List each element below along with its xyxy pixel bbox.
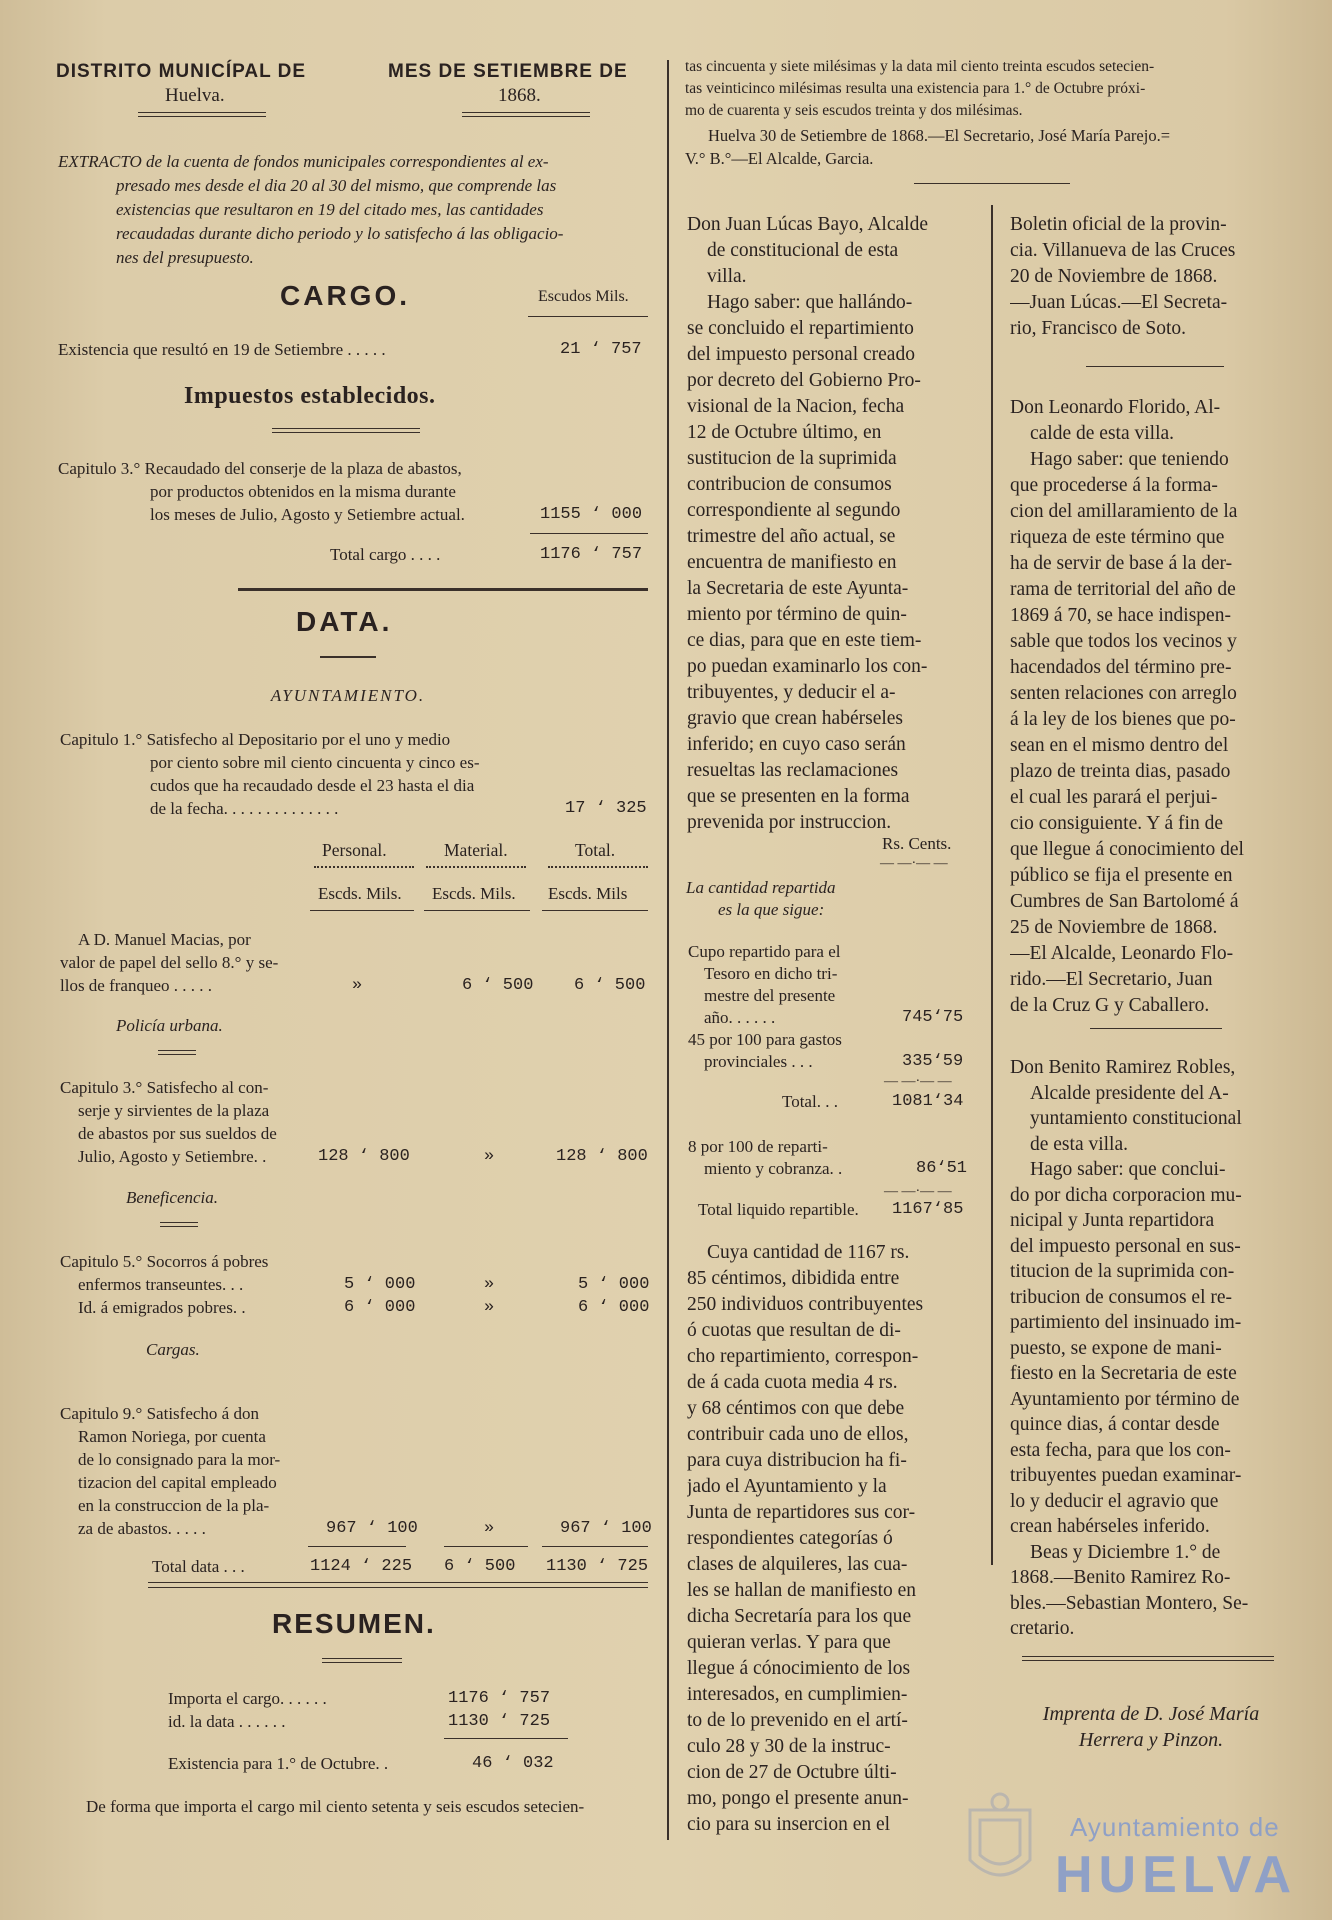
bayo-notice: [687, 212, 969, 836]
bayo-tail-line: dicha Secretaría para los que: [687, 1606, 912, 1627]
policia-underline: [158, 1050, 196, 1055]
resumen-footer-line: De forma que importa el cargo mil ciento setenta y seis escudos setecien-: [86, 1797, 585, 1816]
cargo-title: CARGO.: [280, 280, 410, 311]
data-subtotal-rule-1: [308, 1546, 406, 1547]
cupo-value: 745‘75: [902, 1008, 964, 1027]
bayo-notice-line: prevenida por instruccion.: [687, 812, 892, 833]
florido-line: Don Leonardo Florido, Al-: [1010, 397, 1221, 418]
resumen-data-label: id. la data . . . . . .: [168, 1712, 286, 1731]
bayo-notice-line: Hago saber: que hallándo-: [707, 292, 913, 313]
cap5-a-total: 5 ‘ 000: [578, 1275, 650, 1294]
resumen-underline: [322, 1658, 402, 1663]
bayo-tail-line: mo, pongo el presente anun-: [687, 1788, 909, 1809]
continuation-line-5: V.° B.°—El Alcalde, Garcia.: [685, 149, 874, 168]
macias-personal: »: [352, 976, 363, 995]
cap3-line-2: serje y sirvientes de la plaza: [78, 1101, 270, 1120]
robles-line: Don Benito Ramirez Robles,: [1010, 1057, 1236, 1078]
robles-line: do por dicha corporacion mu-: [1010, 1184, 1242, 1206]
gastos-value: 335‘59: [902, 1052, 964, 1071]
col-material: Material.: [444, 840, 508, 860]
data-cap1-value: 17 ‘ 325: [565, 799, 647, 818]
subcol-personal: Escds. Mils.: [318, 884, 402, 903]
florido-line: que llegue á conocimiento del: [1010, 839, 1244, 860]
bayo-notice-line: miento por término de quin-: [687, 604, 907, 625]
continuation-line-1: tas cincuenta y siete milésimas y la data mil ciento treinta escudos setecien-: [685, 58, 1155, 75]
cargas-heading: Cargas.: [146, 1340, 200, 1359]
watermark-line-1: Ayuntamiento de: [1070, 1812, 1280, 1842]
total-cargo-value: 1176 ‘ 757: [540, 545, 643, 564]
bayo-tail-line: culo 28 y 30 de la instruc-: [687, 1736, 891, 1757]
robles-line: bles.—Sebastian Montero, Se-: [1010, 1592, 1249, 1614]
bayo-tail-line: Junta de repartidores sus cor-: [687, 1502, 916, 1523]
robles-line: nicipal y Junta repartidora: [1010, 1210, 1215, 1231]
col-personal: Personal.: [322, 840, 387, 860]
column-divider-left: [667, 60, 669, 1840]
existencia-label: Existencia que resultó en 19 de Setiembre . . . . .: [58, 340, 386, 359]
bayo-tail-line: para cuya distribucion ha fi-: [687, 1450, 907, 1471]
cap3-material: »: [484, 1147, 495, 1166]
cap9-line-6: za de abastos. . . . .: [78, 1519, 206, 1538]
robles-line: tribucion de consumos el re-: [1010, 1286, 1233, 1308]
bayo-notice-line: Don Juan Lúcas Bayo, Alcalde: [687, 214, 928, 235]
florido-line: Hago saber: que teniendo: [1030, 449, 1229, 470]
bayo-total-value: 1081‘34: [892, 1092, 964, 1111]
reparti-line-1: 8 por 100 de reparti-: [688, 1137, 828, 1156]
cap5-b-material: »: [484, 1298, 495, 1317]
bayo-tail-line: ó cuotas que resultan de di-: [687, 1320, 901, 1341]
data-title: DATA.: [296, 606, 393, 637]
florido-line: sean en el mismo dentro del: [1010, 735, 1229, 756]
bayo-notice-line: visional de la Nacion, fecha: [687, 396, 905, 417]
boletin-line: rio, Francisco de Soto.: [1010, 318, 1187, 339]
cargo-unit: Escudos Mils.: [538, 288, 629, 305]
cap3-total: 128 ‘ 800: [556, 1147, 648, 1166]
robles-line: partimiento del insinuado im-: [1010, 1312, 1242, 1333]
bayo-units-dash: — —·— —: [880, 856, 948, 871]
robles-line: Beas y Diciembre 1.° de: [1030, 1541, 1221, 1563]
policia-heading: Policía urbana.: [116, 1016, 223, 1035]
cap3-line-3: de abastos por sus sueldos de: [78, 1124, 277, 1143]
bayo-tail-line: contribuir cada uno de ellos,: [687, 1424, 909, 1445]
florido-line: el cual les parará el perjui-: [1010, 787, 1218, 808]
liquido-value: 1167‘85: [892, 1200, 964, 1219]
continuation-line-4: Huelva 30 de Setiembre de 1868.—El Secretario, José María Parejo.=: [708, 126, 1170, 145]
total-data-label: Total data . . .: [152, 1557, 245, 1576]
bayo-tail-line: cio para su insercion en el: [687, 1814, 891, 1835]
cap9-total: 967 ‘ 100: [560, 1519, 652, 1538]
florido-line: cio consiguiente. Y á fin de: [1010, 813, 1223, 834]
florido-line: plazo de treinta dias, pasado: [1010, 761, 1231, 782]
liquido-label: Total liquido repartible.: [698, 1200, 859, 1219]
month-underline: [462, 112, 590, 117]
boletin-notice-end: [1010, 212, 1292, 342]
resumen-existencia-value: 46 ‘ 032: [472, 1754, 554, 1773]
cantidad-line-1: La cantidad repartida: [686, 878, 836, 897]
bayo-notice-line: sustitucion de la suprimida: [687, 448, 897, 469]
bayo-tail-line: clases de alquileres, las cua-: [687, 1554, 908, 1575]
data-cap1-line-4: de la fecha. . . . . . . . . . . . . .: [150, 799, 339, 818]
florido-line: —El Alcalde, Leonardo Flo-: [1010, 943, 1234, 964]
cargo-capitulo-line-2: por productos obtenidos en la misma durante: [150, 482, 456, 501]
bayo-notice-line: ce dias, para que en este tiem-: [687, 630, 922, 651]
bayo-tail-line: de á cada cuota media 4 rs.: [687, 1372, 898, 1393]
cupo-line-3: mestre del presente: [704, 986, 836, 1005]
cargo-capitulo-value: 1155 ‘ 000: [540, 505, 643, 524]
cupo-line-2: Tesoro en dicho tri-: [704, 964, 838, 983]
bayo-notice-line: del impuesto personal creado: [687, 344, 915, 365]
resumen-cargo-label: Importa el cargo. . . . . .: [168, 1689, 327, 1708]
bayo-tail-line: y 68 céntimos con que debe: [687, 1398, 905, 1419]
cap9-personal: 967 ‘ 100: [326, 1519, 418, 1538]
col-header-rule-3: [548, 866, 648, 868]
florido-line: que procederse á la forma-: [1010, 475, 1218, 496]
cargo-subtotal-rule: [530, 533, 648, 534]
data-subtotal-rule-2: [444, 1546, 528, 1547]
macias-material: 6 ‘ 500: [462, 976, 534, 995]
extract-line-5: nes del presupuesto.: [116, 248, 254, 267]
total-data-total: 1130 ‘ 725: [546, 1557, 649, 1576]
col-header-rule-2: [426, 866, 526, 868]
cupo-line-1: Cupo repartido para el: [688, 942, 841, 961]
cap3-line-4: Julio, Agosto y Setiembre. .: [78, 1147, 267, 1166]
col-total: Total.: [575, 840, 616, 860]
cap5-b-personal: 6 ‘ 000: [344, 1298, 416, 1317]
resumen-existencia-label: Existencia para 1.° de Octubre. .: [168, 1754, 389, 1773]
total-data-personal: 1124 ‘ 225: [310, 1557, 413, 1576]
continuation-line-2: tas veinticinco milésimas resulta una existencia para 1.° de Octubre próxi-: [685, 80, 1146, 97]
florido-line: hacendados del término pre-: [1010, 657, 1232, 678]
extract-line-3: existencias que resultaron en 19 del citado mes, las cantidades: [116, 200, 544, 219]
resumen-data-value: 1130 ‘ 725: [448, 1712, 551, 1731]
subcol-total: Escds. Mils: [548, 884, 628, 903]
boletin-line: —Juan Lúcas.—El Secreta-: [1010, 292, 1228, 313]
month-title: MES DE SETIEMBRE DE: [388, 61, 628, 82]
robles-line: del impuesto personal en sus-: [1010, 1235, 1241, 1257]
florido-line: senten relaciones con arreglo: [1010, 683, 1237, 704]
district-underline: [138, 112, 266, 117]
bayo-notice-line: tribuyentes, y deducir el a-: [687, 682, 896, 703]
macias-line-2: valor de papel del sello 8.° y se-: [60, 953, 279, 972]
cargo-capitulo-line-3: los meses de Julio, Agosto y Setiembre actual.: [150, 505, 465, 524]
macias-total: 6 ‘ 500: [574, 976, 646, 995]
robles-notice: [1010, 1055, 1292, 1642]
cap9-line-4: tizacion del capital empleado: [78, 1473, 277, 1492]
robles-line: 1868.—Benito Ramirez Ro-: [1010, 1567, 1231, 1588]
macias-line-3: llos de franqueo . . . . .: [60, 976, 213, 995]
robles-line: yuntamiento constitucional: [1030, 1108, 1242, 1129]
bayo-notice-line: trimestre del año actual, se: [687, 526, 896, 547]
data-cap1-line-2: por ciento sobre mil ciento cincuenta y cinco es-: [150, 753, 480, 772]
bayo-tail-line: to de lo prevenido en el artí-: [687, 1710, 908, 1731]
bayo-tail-line: 250 individuos contribuyentes: [687, 1294, 924, 1315]
florido-line: sable que todos los vecinos y: [1010, 631, 1237, 652]
robles-line: de esta villa.: [1030, 1133, 1129, 1155]
cap9-line-2: Ramon Noriega, por cuenta: [78, 1427, 266, 1446]
district-subtitle: Huelva.: [165, 85, 225, 106]
subcol-rule-1: [310, 910, 414, 911]
ayuntamiento-heading: AYUNTAMIENTO.: [270, 686, 426, 705]
impuestos-underline: [272, 428, 420, 433]
florido-line: 1869 á 70, se hace indispen-: [1010, 605, 1231, 626]
florido-line: ha de servir de base á la der-: [1010, 553, 1233, 574]
florido-line: público se fija el presente en: [1010, 865, 1233, 886]
continuation-end-rule: [914, 183, 1070, 184]
robles-line: crean habérseles inferido.: [1010, 1516, 1210, 1537]
bayo-tail-line: cho repartimiento, correspon-: [687, 1346, 919, 1367]
florido-line: rido.—El Secretario, Juan: [1010, 969, 1213, 990]
beneficencia-heading: Beneficencia.: [126, 1188, 219, 1207]
bayo-tail-line: jado el Ayuntamiento y la: [687, 1476, 887, 1497]
cargo-capitulo-line-1: Capitulo 3.° Recaudado del conserje de la plaza de abastos,: [58, 459, 462, 478]
cap9-line-3: de lo consignado para la mor-: [78, 1450, 281, 1469]
bayo-notice-line: 12 de Octubre último, en: [687, 422, 882, 443]
cap5-line-3: Id. á emigrados pobres. .: [78, 1298, 246, 1317]
robles-line: Ayuntamiento por término de: [1010, 1388, 1240, 1410]
boletin-line: cia. Villanueva de las Cruces: [1010, 240, 1236, 261]
existencia-value: 21 ‘ 757: [560, 340, 642, 359]
resumen-sum-rule: [444, 1738, 568, 1739]
bayo-notice-line: de constitucional de esta: [707, 240, 899, 261]
bayo-units: Rs. Cents.: [882, 834, 952, 853]
boletin-line: 20 de Noviembre de 1868.: [1010, 266, 1218, 287]
cap5-line-2: enfermos transeuntes. . .: [78, 1275, 244, 1294]
bayo-notice-line: encuentra de manifiesto en: [687, 552, 897, 573]
beneficencia-underline: [160, 1222, 198, 1227]
cap5-a-personal: 5 ‘ 000: [344, 1275, 416, 1294]
bayo-notice-line: que se presenten en la forma: [687, 786, 910, 807]
bayo-tail-line: les se hallan de manifiesto en: [687, 1580, 917, 1601]
robles-line: cretario.: [1010, 1618, 1075, 1639]
col-header-rule-1: [314, 866, 414, 868]
extract-line-4: recaudadas durante dicho periodo y lo satisfecho á las obligacio-: [116, 224, 564, 243]
imprenta-line-2: Herrera y Pinzon.: [1078, 1729, 1224, 1751]
imprenta-line-1: Imprenta de D. José María: [1042, 1703, 1260, 1725]
total-data-material: 6 ‘ 500: [444, 1557, 516, 1576]
bayo-tail-line: quieran verlas. Y para que: [687, 1632, 891, 1653]
column-divider-right: [991, 205, 993, 1565]
bayo-notice-line: gravio que crean habérseles: [687, 708, 904, 729]
reparti-line-2: miento y cobranza. .: [704, 1159, 843, 1178]
cargo-unit-rule: [528, 316, 648, 317]
cargo-end-rule: [238, 588, 648, 591]
cap5-a-material: »: [484, 1275, 495, 1294]
data-subtotal-rule-3: [542, 1546, 648, 1547]
cap9-material: »: [484, 1519, 495, 1538]
bayo-tail-line: interesados, en cumplimien-: [687, 1684, 908, 1705]
bayo-tail-line: Cuya cantidad de 1167 rs.: [707, 1242, 910, 1263]
robles-line: titucion de la suprimida con-: [1010, 1261, 1235, 1282]
total-cargo-label: Total cargo . . . .: [330, 545, 441, 564]
right-divider-1: [1086, 366, 1224, 367]
cap3-personal: 128 ‘ 800: [318, 1147, 410, 1166]
robles-line: Hago saber: que conclui-: [1030, 1159, 1226, 1180]
bayo-notice-line: correspondiente al segundo: [687, 500, 901, 521]
reparti-value: 86‘51: [916, 1159, 968, 1178]
robles-line: esta fecha, para que los con-: [1010, 1439, 1231, 1461]
gastos-line-2: provinciales . . .: [704, 1052, 813, 1071]
florido-line: rama de territorial del año de: [1010, 579, 1236, 600]
subcol-material: Escds. Mils.: [432, 884, 516, 903]
bayo-subtotal-dash: — —·— —: [884, 1074, 952, 1089]
bayo-tail-line: respondientes categorías ó: [687, 1528, 893, 1549]
impuestos-title: Impuestos establecidos.: [184, 383, 436, 409]
month-year: 1868.: [498, 85, 541, 106]
bayo-tail-line: cion de 27 de Octubre últi-: [687, 1762, 897, 1783]
robles-line: Alcalde presidente del A-: [1030, 1082, 1229, 1104]
bayo-notice-line: villa.: [707, 266, 747, 287]
cap5-b-total: 6 ‘ 000: [578, 1298, 650, 1317]
bayo-notice-line: se concluido el repartimiento: [687, 318, 914, 339]
gastos-line-1: 45 por 100 para gastos: [688, 1030, 842, 1049]
cap5-line-1: Capitulo 5.° Socorros á pobres: [60, 1252, 269, 1271]
resumen-title: RESUMEN.: [272, 1608, 436, 1639]
resumen-cargo-value: 1176 ‘ 757: [448, 1689, 551, 1708]
bayo-notice-line: inferido; en cuyo caso serán: [687, 734, 906, 755]
florido-line: de la Cruz G y Caballero.: [1010, 995, 1210, 1016]
bayo-notice-line: resueltas las reclamaciones: [687, 760, 899, 781]
cantidad-line-2: es la que sigue:: [718, 900, 825, 919]
extract-line-1: EXTRACTO de la cuenta de fondos municipales correspondientes al ex-: [58, 152, 549, 171]
bayo-tail-line: 85 céntimos, dibidida entre: [687, 1268, 900, 1289]
continuation-line-3: mo de cuarenta y seis escudos treinta y dos milésimas.: [685, 102, 1023, 119]
florido-line: Cumbres de San Bartolomé á: [1010, 891, 1239, 912]
robles-line: quince dias, á contar desde: [1010, 1414, 1220, 1435]
florido-line: á la ley de los bienes que po-: [1010, 709, 1236, 730]
subcol-rule-2: [424, 910, 530, 911]
bayo-notice-line: contribucion de consumos: [687, 474, 892, 495]
florido-line: calde de esta villa.: [1030, 423, 1175, 444]
bayo-liquido-dash: — —·— —: [884, 1184, 952, 1199]
macias-line-1: A D. Manuel Macias, por: [78, 930, 251, 949]
right-divider-2: [1090, 1028, 1222, 1029]
total-data-rule: [148, 1582, 648, 1588]
data-cap1-line-3: cudos que ha recaudado desde el 23 hasta el dia: [150, 776, 475, 795]
florido-notice: [1010, 395, 1292, 1019]
data-cap1-line-1: Capitulo 1.° Satisfecho al Depositario por el uno y medio: [60, 730, 451, 749]
subcol-rule-3: [542, 910, 648, 911]
bayo-total-label: Total. . .: [782, 1092, 838, 1111]
cap3-line-1: Capitulo 3.° Satisfecho al con-: [60, 1078, 269, 1097]
data-title-rule: [320, 656, 376, 658]
bayo-tail-line: llegue á cónocimiento de los: [687, 1658, 911, 1679]
bayo-tail: [687, 1240, 969, 1838]
robles-line: tribuyentes puedan examinar-: [1010, 1465, 1242, 1486]
florido-line: riqueza de este término que: [1010, 527, 1225, 548]
cupo-line-4: año. . . . . .: [704, 1008, 776, 1027]
florido-line: cion del amillaramiento de la: [1010, 501, 1238, 522]
robles-line: lo y deducir el agravio que: [1010, 1490, 1219, 1512]
robles-line: fiesto en la Secretaria de este: [1010, 1363, 1237, 1384]
watermark-line-2: HUELVA: [1055, 1846, 1298, 1904]
bayo-notice-line: por decreto del Gobierno Pro-: [687, 370, 921, 391]
cap9-line-5: en la construccion de la pla-: [78, 1496, 270, 1515]
cap9-line-1: Capitulo 9.° Satisfecho á don: [60, 1404, 259, 1423]
district-title: DISTRITO MUNICÍPAL DE: [56, 61, 307, 82]
florido-line: 25 de Noviembre de 1868.: [1010, 917, 1218, 938]
boletin-line: Boletin oficial de la provin-: [1010, 214, 1227, 235]
robles-line: puesto, se expone de mani-: [1010, 1337, 1222, 1359]
bayo-notice-line: po puedan examinarlo los con-: [687, 656, 928, 677]
bayo-notice-line: la Secretaria de este Ayunta-: [687, 578, 909, 599]
imprenta-rule: [1022, 1656, 1274, 1661]
extract-line-2: presado mes desde el dia 20 al 30 del mismo, que comprende las: [116, 176, 557, 195]
